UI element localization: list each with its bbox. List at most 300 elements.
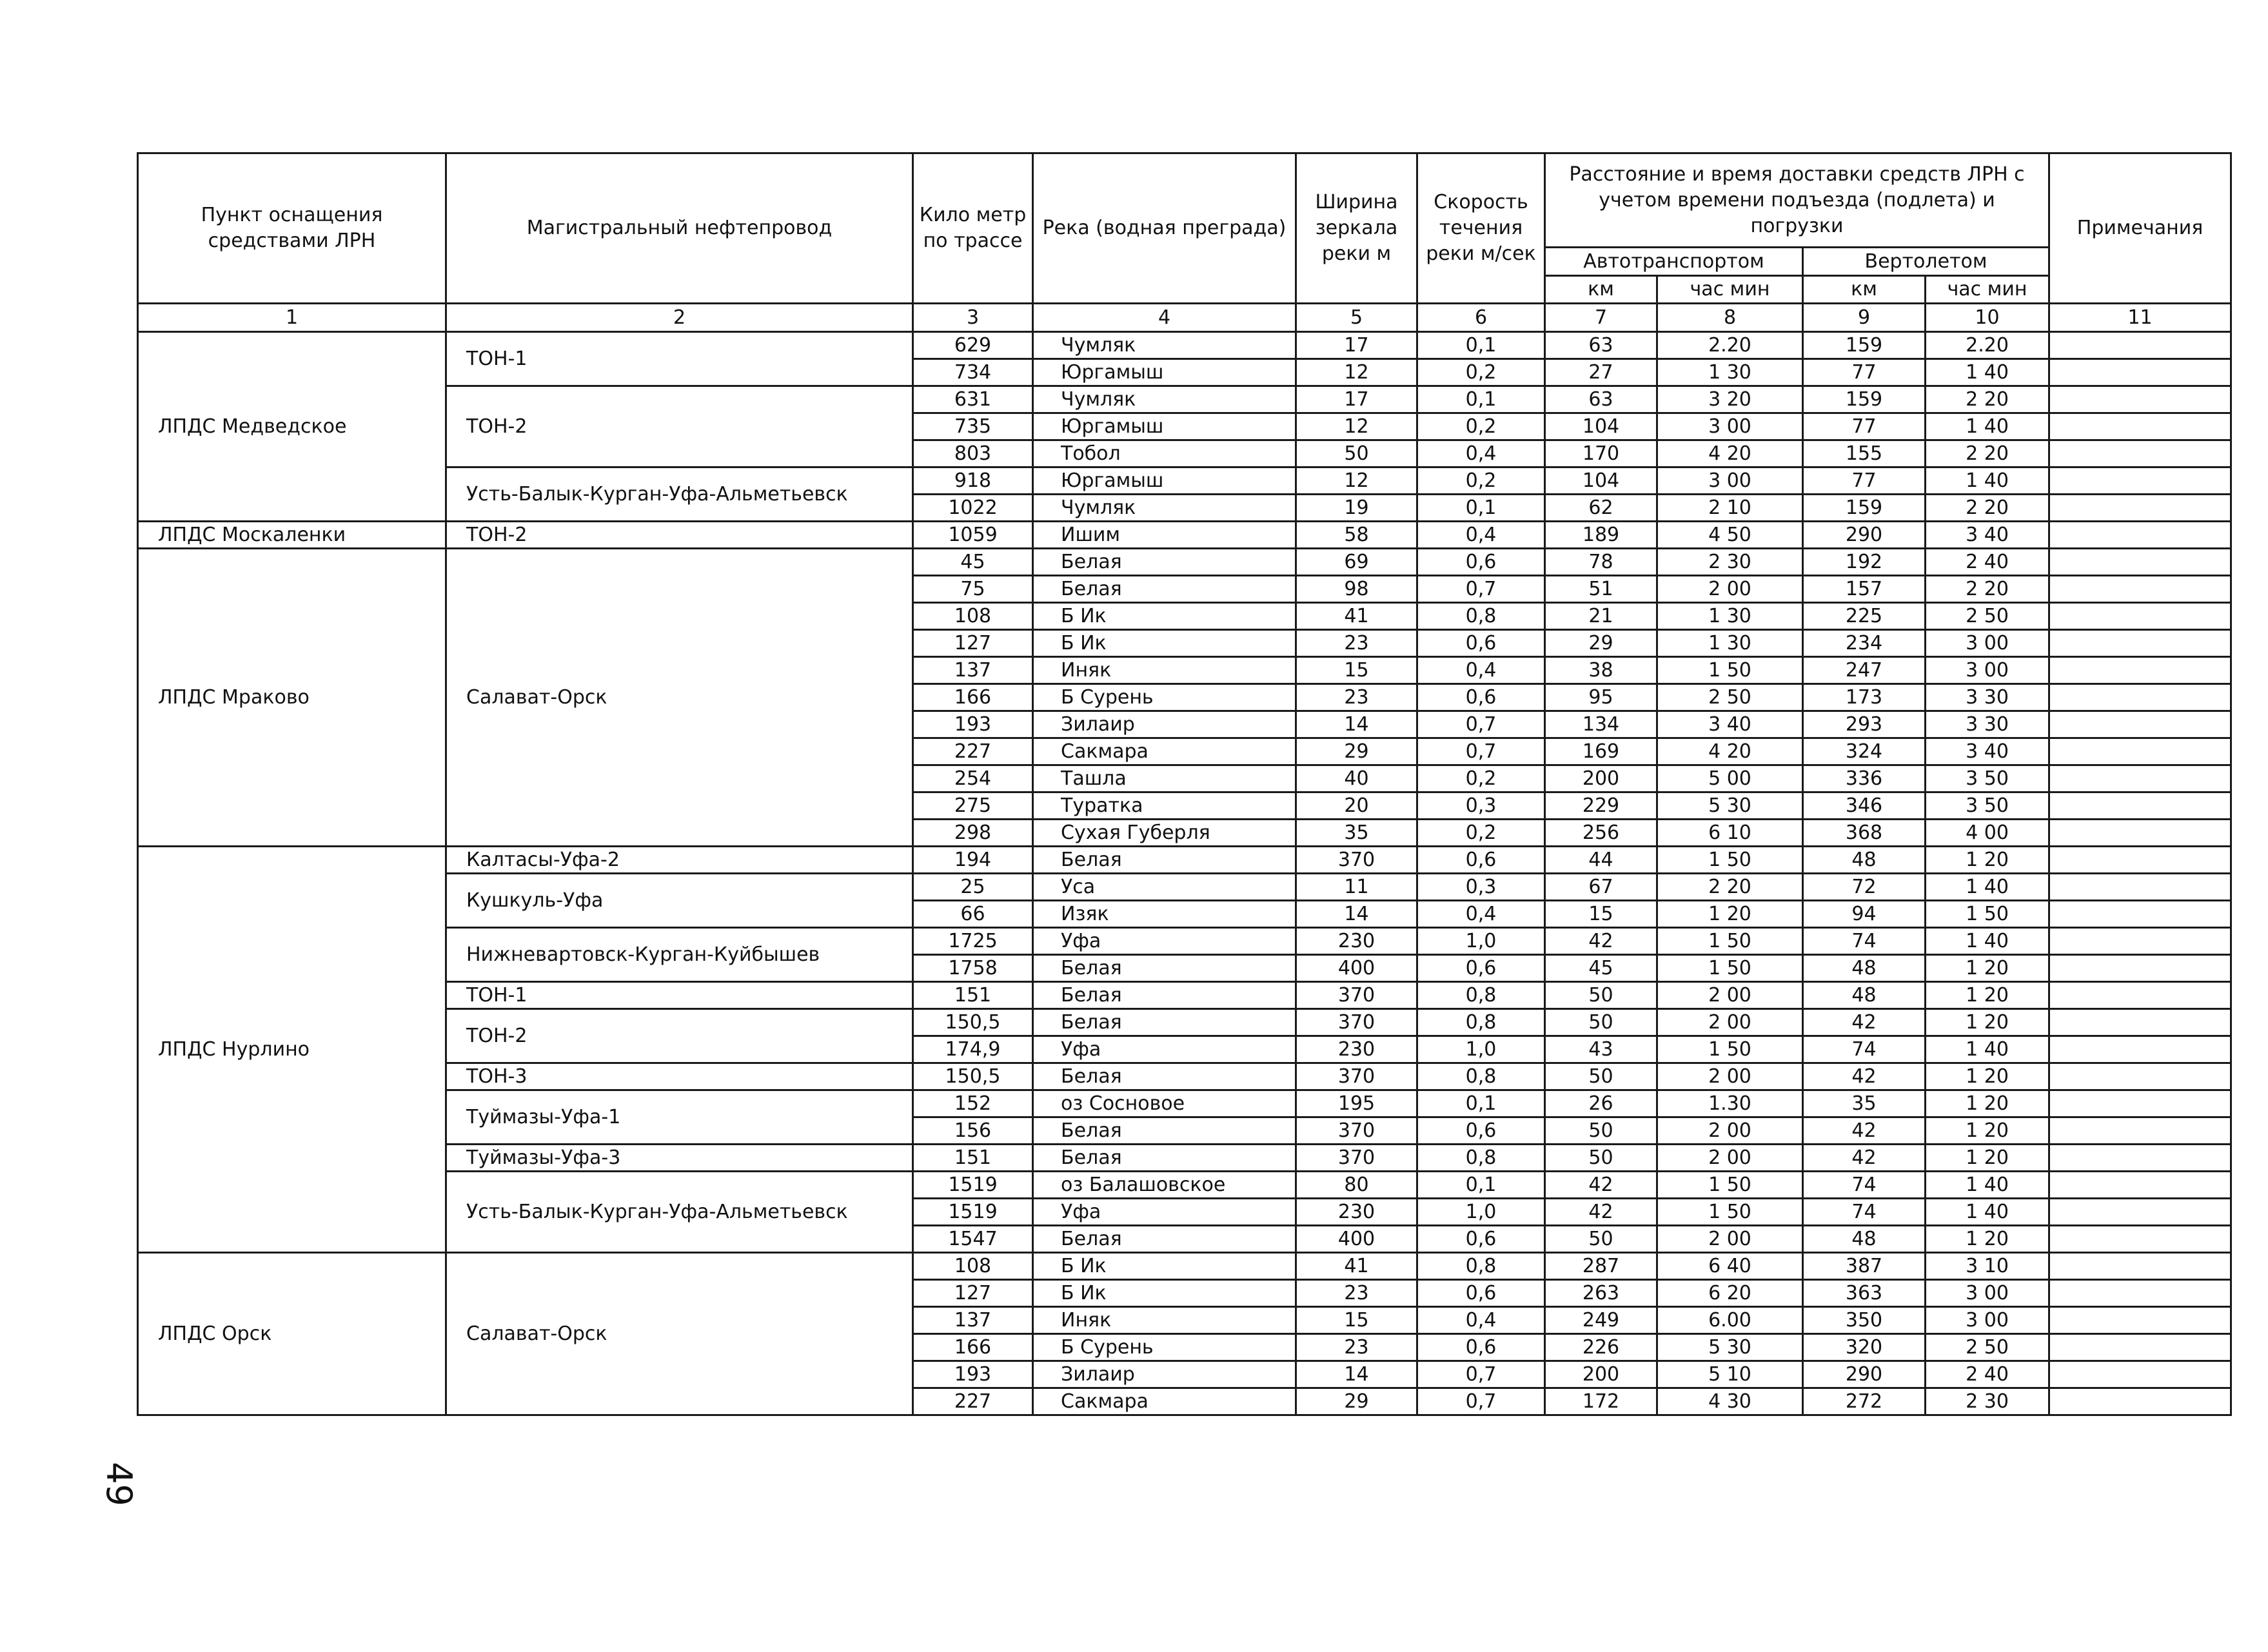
- cell-speed: 0,6: [1417, 684, 1545, 711]
- cell-pipeline: Салават-Орск: [446, 549, 913, 847]
- cell-auto-time: 2 00: [1657, 576, 1803, 603]
- table-body: [138, 332, 2231, 1415]
- cell-speed: 1,0: [1417, 928, 1545, 955]
- cell-river: Сакмара: [1033, 1388, 1296, 1415]
- cell-notes: [2049, 359, 2231, 386]
- cell-heli-km: 48: [1803, 982, 1926, 1009]
- cell-river: Уса: [1033, 874, 1296, 901]
- cell-notes: [2049, 928, 2231, 955]
- column-number: 6: [1417, 304, 1545, 332]
- cell-notes: [2049, 413, 2231, 440]
- cell-auto-time: 2 20: [1657, 874, 1803, 901]
- table-row: [138, 549, 2231, 576]
- cell-speed: 0,1: [1417, 1090, 1545, 1117]
- cell-heli-time: 1 20: [1926, 847, 2049, 874]
- cell-notes: [2049, 1117, 2231, 1145]
- cell-speed: 0,1: [1417, 495, 1545, 522]
- cell-speed: 0,7: [1417, 576, 1545, 603]
- cell-auto-time: 2 00: [1657, 1117, 1803, 1145]
- column-number: 4: [1033, 304, 1296, 332]
- cell-heli-time: 1 40: [1926, 1036, 2049, 1063]
- cell-heli-km: 42: [1803, 1117, 1926, 1145]
- cell-notes: [2049, 847, 2231, 874]
- cell-auto-km: 78: [1545, 549, 1657, 576]
- cell-auto-time: 1.30: [1657, 1090, 1803, 1117]
- cell-river: Чумляк: [1033, 495, 1296, 522]
- cell-pipeline: Кушкуль-Уфа: [446, 874, 913, 928]
- cell-heli-time: 1 40: [1926, 1172, 2049, 1199]
- cell-auto-km: 38: [1545, 657, 1657, 684]
- cell-auto-km: 249: [1545, 1307, 1657, 1334]
- cell-heli-km: 77: [1803, 467, 1926, 495]
- cell-heli-time: 3 00: [1926, 630, 2049, 657]
- cell-notes: [2049, 874, 2231, 901]
- cell-notes: [2049, 1280, 2231, 1307]
- cell-width: 15: [1296, 657, 1417, 684]
- cell-auto-km: 42: [1545, 1199, 1657, 1226]
- cell-auto-time: 2 50: [1657, 684, 1803, 711]
- cell-notes: [2049, 495, 2231, 522]
- cell-kilometer: 227: [913, 738, 1033, 765]
- cell-speed: 1,0: [1417, 1036, 1545, 1063]
- cell-heli-time: 3 00: [1926, 1307, 2049, 1334]
- column-number: 3: [913, 304, 1033, 332]
- cell-kilometer: 227: [913, 1388, 1033, 1415]
- cell-river: Белая: [1033, 1145, 1296, 1172]
- cell-auto-km: 104: [1545, 413, 1657, 440]
- cell-width: 29: [1296, 738, 1417, 765]
- cell-width: 370: [1296, 1063, 1417, 1090]
- cell-auto-time: 2 00: [1657, 982, 1803, 1009]
- cell-river: Зилаир: [1033, 711, 1296, 738]
- cell-heli-time: 3 50: [1926, 792, 2049, 820]
- cell-heli-time: 4 00: [1926, 820, 2049, 847]
- cell-notes: [2049, 522, 2231, 549]
- cell-width: 12: [1296, 413, 1417, 440]
- cell-width: 80: [1296, 1172, 1417, 1199]
- cell-heli-time: 2 50: [1926, 1334, 2049, 1361]
- column-number: 7: [1545, 304, 1657, 332]
- header-heli-km: км: [1803, 276, 1926, 304]
- cell-kilometer: 1059: [913, 522, 1033, 549]
- cell-auto-km: 134: [1545, 711, 1657, 738]
- cell-kilometer: 137: [913, 657, 1033, 684]
- cell-heli-time: 2 20: [1926, 495, 2049, 522]
- cell-kilometer: 156: [913, 1117, 1033, 1145]
- cell-notes: [2049, 603, 2231, 630]
- cell-width: 370: [1296, 847, 1417, 874]
- cell-width: 29: [1296, 1388, 1417, 1415]
- cell-river: Белая: [1033, 982, 1296, 1009]
- cell-heli-km: 74: [1803, 1199, 1926, 1226]
- cell-river: Туратка: [1033, 792, 1296, 820]
- cell-heli-time: 1 20: [1926, 1117, 2049, 1145]
- cell-river: Белая: [1033, 1117, 1296, 1145]
- column-number: 2: [446, 304, 913, 332]
- cell-kilometer: 174,9: [913, 1036, 1033, 1063]
- cell-kilometer: 127: [913, 630, 1033, 657]
- cell-speed: 0,4: [1417, 901, 1545, 928]
- cell-kilometer: 1022: [913, 495, 1033, 522]
- cell-width: 19: [1296, 495, 1417, 522]
- table-row: [138, 332, 2231, 359]
- cell-auto-km: 200: [1545, 1361, 1657, 1388]
- cell-auto-km: 287: [1545, 1253, 1657, 1280]
- cell-heli-km: 336: [1803, 765, 1926, 792]
- cell-auto-time: 1 50: [1657, 1172, 1803, 1199]
- cell-auto-km: 50: [1545, 1145, 1657, 1172]
- cell-auto-km: 50: [1545, 1009, 1657, 1036]
- cell-speed: 0,6: [1417, 630, 1545, 657]
- cell-pipeline: ТОН-2: [446, 522, 913, 549]
- cell-river: Иняк: [1033, 657, 1296, 684]
- cell-heli-km: 192: [1803, 549, 1926, 576]
- cell-auto-km: 67: [1545, 874, 1657, 901]
- cell-station: ЛПДС Мраково: [138, 549, 446, 847]
- cell-river: Сухая Губерля: [1033, 820, 1296, 847]
- cell-auto-time: 1 20: [1657, 901, 1803, 928]
- cell-speed: 0,8: [1417, 1253, 1545, 1280]
- cell-width: 12: [1296, 359, 1417, 386]
- cell-width: 400: [1296, 955, 1417, 982]
- header-heli-time: час мин: [1926, 276, 2049, 304]
- cell-notes: [2049, 657, 2231, 684]
- cell-heli-km: 324: [1803, 738, 1926, 765]
- cell-heli-km: 159: [1803, 386, 1926, 413]
- cell-width: 230: [1296, 1199, 1417, 1226]
- cell-notes: [2049, 440, 2231, 467]
- cell-notes: [2049, 467, 2231, 495]
- cell-auto-time: 2 00: [1657, 1226, 1803, 1253]
- cell-width: 20: [1296, 792, 1417, 820]
- cell-heli-time: 1 40: [1926, 359, 2049, 386]
- cell-station: ЛПДС Медведское: [138, 332, 446, 522]
- cell-heli-time: 1 20: [1926, 982, 2049, 1009]
- column-number: 11: [2049, 304, 2231, 332]
- header-station: Пункт оснащения средствами ЛРН: [138, 153, 446, 304]
- cell-heli-km: 234: [1803, 630, 1926, 657]
- cell-auto-time: 5 30: [1657, 792, 1803, 820]
- cell-speed: 0,7: [1417, 1388, 1545, 1415]
- cell-kilometer: 137: [913, 1307, 1033, 1334]
- cell-auto-km: 50: [1545, 1226, 1657, 1253]
- cell-auto-time: 2 00: [1657, 1063, 1803, 1090]
- cell-kilometer: 631: [913, 386, 1033, 413]
- cell-heli-time: 2 50: [1926, 603, 2049, 630]
- cell-speed: 0,8: [1417, 1063, 1545, 1090]
- cell-width: 58: [1296, 522, 1417, 549]
- cell-heli-km: 290: [1803, 1361, 1926, 1388]
- cell-speed: 0,3: [1417, 792, 1545, 820]
- cell-auto-time: 3 00: [1657, 467, 1803, 495]
- cell-notes: [2049, 1388, 2231, 1415]
- cell-river: Б Сурень: [1033, 1334, 1296, 1361]
- cell-auto-km: 27: [1545, 359, 1657, 386]
- cell-auto-time: 5 00: [1657, 765, 1803, 792]
- cell-width: 370: [1296, 982, 1417, 1009]
- cell-heli-km: 363: [1803, 1280, 1926, 1307]
- cell-auto-time: 4 30: [1657, 1388, 1803, 1415]
- table-row: [138, 1253, 2231, 1280]
- header-speed: Скорость течения реки м/сек: [1417, 153, 1545, 304]
- cell-notes: [2049, 1172, 2231, 1199]
- cell-heli-km: 74: [1803, 1172, 1926, 1199]
- header-notes: Примечания: [2049, 153, 2231, 304]
- cell-river: Уфа: [1033, 1199, 1296, 1226]
- cell-speed: 0,2: [1417, 820, 1545, 847]
- cell-width: 69: [1296, 549, 1417, 576]
- cell-kilometer: 108: [913, 1253, 1033, 1280]
- cell-auto-km: 63: [1545, 332, 1657, 359]
- page-number: 49: [98, 1462, 139, 1506]
- cell-river: Уфа: [1033, 1036, 1296, 1063]
- table-row: [138, 386, 2231, 413]
- cell-auto-km: 63: [1545, 386, 1657, 413]
- cell-river: Белая: [1033, 955, 1296, 982]
- cell-heli-km: 272: [1803, 1388, 1926, 1415]
- cell-river: Юргамыш: [1033, 413, 1296, 440]
- cell-river: Б Ик: [1033, 603, 1296, 630]
- cell-river: Сакмара: [1033, 738, 1296, 765]
- cell-auto-km: 172: [1545, 1388, 1657, 1415]
- cell-pipeline: Салават-Орск: [446, 1253, 913, 1415]
- cell-notes: [2049, 1063, 2231, 1090]
- table-row: [138, 1090, 2231, 1117]
- cell-heli-time: 3 00: [1926, 657, 2049, 684]
- cell-pipeline: Калтасы-Уфа-2: [446, 847, 913, 874]
- cell-river: Иняк: [1033, 1307, 1296, 1334]
- cell-notes: [2049, 1361, 2231, 1388]
- cell-auto-km: 95: [1545, 684, 1657, 711]
- cell-auto-km: 50: [1545, 982, 1657, 1009]
- cell-kilometer: 275: [913, 792, 1033, 820]
- header-auto-km: км: [1545, 276, 1657, 304]
- cell-auto-time: 1 30: [1657, 359, 1803, 386]
- cell-kilometer: 194: [913, 847, 1033, 874]
- cell-heli-time: 1 50: [1926, 901, 2049, 928]
- cell-heli-km: 74: [1803, 1036, 1926, 1063]
- cell-auto-time: 2.20: [1657, 332, 1803, 359]
- cell-auto-time: 6 20: [1657, 1280, 1803, 1307]
- cell-auto-km: 62: [1545, 495, 1657, 522]
- cell-heli-time: 2 40: [1926, 1361, 2049, 1388]
- cell-heli-time: 3 50: [1926, 765, 2049, 792]
- cell-width: 370: [1296, 1009, 1417, 1036]
- table-row: [138, 847, 2231, 874]
- cell-river: Белая: [1033, 847, 1296, 874]
- cell-auto-km: 263: [1545, 1280, 1657, 1307]
- cell-speed: 0,1: [1417, 1172, 1545, 1199]
- header-river: Река (водная преграда): [1033, 153, 1296, 304]
- cell-river: Б Ик: [1033, 1253, 1296, 1280]
- cell-width: 41: [1296, 1253, 1417, 1280]
- cell-heli-km: 293: [1803, 711, 1926, 738]
- cell-heli-km: 290: [1803, 522, 1926, 549]
- cell-river: Чумляк: [1033, 386, 1296, 413]
- cell-auto-time: 3 40: [1657, 711, 1803, 738]
- cell-river: Изяк: [1033, 901, 1296, 928]
- cell-auto-time: 3 20: [1657, 386, 1803, 413]
- cell-width: 195: [1296, 1090, 1417, 1117]
- cell-width: 15: [1296, 1307, 1417, 1334]
- cell-speed: 0,6: [1417, 1117, 1545, 1145]
- cell-heli-km: 368: [1803, 820, 1926, 847]
- cell-heli-time: 1 40: [1926, 928, 2049, 955]
- cell-auto-km: 104: [1545, 467, 1657, 495]
- cell-kilometer: 166: [913, 1334, 1033, 1361]
- cell-speed: 0,4: [1417, 440, 1545, 467]
- cell-auto-time: 1 30: [1657, 603, 1803, 630]
- cell-speed: 0,6: [1417, 955, 1545, 982]
- cell-width: 50: [1296, 440, 1417, 467]
- cell-heli-km: 346: [1803, 792, 1926, 820]
- cell-river: Тобол: [1033, 440, 1296, 467]
- cell-heli-km: 42: [1803, 1009, 1926, 1036]
- cell-auto-km: 21: [1545, 603, 1657, 630]
- cell-kilometer: 45: [913, 549, 1033, 576]
- cell-auto-time: 5 10: [1657, 1361, 1803, 1388]
- cell-heli-km: 42: [1803, 1063, 1926, 1090]
- cell-station: ЛПДС Нурлино: [138, 847, 446, 1253]
- cell-river: Уфа: [1033, 928, 1296, 955]
- cell-pipeline: Усть-Балык-Курган-Уфа-Альметьевск: [446, 467, 913, 522]
- cell-speed: 0,3: [1417, 874, 1545, 901]
- cell-notes: [2049, 1145, 2231, 1172]
- cell-notes: [2049, 1036, 2231, 1063]
- cell-auto-km: 170: [1545, 440, 1657, 467]
- cell-notes: [2049, 982, 2231, 1009]
- cell-width: 23: [1296, 630, 1417, 657]
- table-row: [138, 1063, 2231, 1090]
- cell-heli-km: 48: [1803, 955, 1926, 982]
- cell-speed: 0,8: [1417, 982, 1545, 1009]
- cell-river: Б Ик: [1033, 630, 1296, 657]
- cell-heli-time: 2.20: [1926, 332, 2049, 359]
- cell-speed: 0,6: [1417, 1280, 1545, 1307]
- cell-speed: 0,8: [1417, 1145, 1545, 1172]
- cell-auto-time: 1 50: [1657, 1199, 1803, 1226]
- cell-kilometer: 75: [913, 576, 1033, 603]
- cell-notes: [2049, 630, 2231, 657]
- cell-kilometer: 151: [913, 1145, 1033, 1172]
- cell-kilometer: 1725: [913, 928, 1033, 955]
- cell-kilometer: 152: [913, 1090, 1033, 1117]
- cell-river: Белая: [1033, 576, 1296, 603]
- cell-pipeline: ТОН-3: [446, 1063, 913, 1090]
- cell-width: 14: [1296, 1361, 1417, 1388]
- cell-notes: [2049, 1334, 2231, 1361]
- cell-notes: [2049, 1090, 2231, 1117]
- cell-auto-km: 42: [1545, 1172, 1657, 1199]
- cell-heli-km: 72: [1803, 874, 1926, 901]
- cell-auto-km: 50: [1545, 1117, 1657, 1145]
- cell-pipeline: ТОН-1: [446, 982, 913, 1009]
- header-kilometer: Кило метр по трассе: [913, 153, 1033, 304]
- column-number: 1: [138, 304, 446, 332]
- cell-kilometer: 108: [913, 603, 1033, 630]
- cell-notes: [2049, 684, 2231, 711]
- cell-width: 14: [1296, 711, 1417, 738]
- cell-auto-km: 226: [1545, 1334, 1657, 1361]
- cell-auto-time: 4 50: [1657, 522, 1803, 549]
- cell-width: 41: [1296, 603, 1417, 630]
- cell-river: Белая: [1033, 1009, 1296, 1036]
- cell-speed: 0,4: [1417, 657, 1545, 684]
- cell-heli-time: 3 10: [1926, 1253, 2049, 1280]
- header-heli: Вертолетом: [1803, 248, 2049, 276]
- cell-kilometer: 1547: [913, 1226, 1033, 1253]
- cell-heli-time: 1 20: [1926, 1226, 2049, 1253]
- cell-speed: 0,7: [1417, 738, 1545, 765]
- cell-width: 14: [1296, 901, 1417, 928]
- cell-width: 400: [1296, 1226, 1417, 1253]
- table-row: [138, 1145, 2231, 1172]
- cell-kilometer: 66: [913, 901, 1033, 928]
- table-row: [138, 1172, 2231, 1199]
- cell-speed: 0,6: [1417, 847, 1545, 874]
- cell-width: 370: [1296, 1117, 1417, 1145]
- cell-heli-time: 2 20: [1926, 386, 2049, 413]
- cell-notes: [2049, 386, 2231, 413]
- table-row: [138, 1009, 2231, 1036]
- cell-kilometer: 803: [913, 440, 1033, 467]
- cell-notes: [2049, 576, 2231, 603]
- cell-river: Ташла: [1033, 765, 1296, 792]
- cell-river: оз Балашовское: [1033, 1172, 1296, 1199]
- cell-auto-time: 1 30: [1657, 630, 1803, 657]
- cell-auto-km: 15: [1545, 901, 1657, 928]
- cell-river: Юргамыш: [1033, 467, 1296, 495]
- cell-speed: 0,2: [1417, 359, 1545, 386]
- cell-auto-time: 4 20: [1657, 738, 1803, 765]
- cell-heli-time: 3 30: [1926, 684, 2049, 711]
- cell-heli-time: 2 20: [1926, 440, 2049, 467]
- column-number: 8: [1657, 304, 1803, 332]
- cell-kilometer: 735: [913, 413, 1033, 440]
- cell-kilometer: 629: [913, 332, 1033, 359]
- cell-kilometer: 734: [913, 359, 1033, 386]
- cell-auto-km: 45: [1545, 955, 1657, 982]
- cell-river: Б Ик: [1033, 1280, 1296, 1307]
- cell-auto-time: 2 10: [1657, 495, 1803, 522]
- cell-heli-km: 173: [1803, 684, 1926, 711]
- cell-heli-km: 247: [1803, 657, 1926, 684]
- cell-notes: [2049, 820, 2231, 847]
- cell-speed: 0,8: [1417, 1009, 1545, 1036]
- cell-heli-km: 48: [1803, 847, 1926, 874]
- cell-width: 17: [1296, 332, 1417, 359]
- table-row: [138, 522, 2231, 549]
- cell-auto-time: 2 30: [1657, 549, 1803, 576]
- cell-heli-km: 159: [1803, 495, 1926, 522]
- cell-river: Белая: [1033, 1063, 1296, 1090]
- cell-heli-time: 1 20: [1926, 955, 2049, 982]
- cell-river: Белая: [1033, 549, 1296, 576]
- cell-heli-time: 2 30: [1926, 1388, 2049, 1415]
- cell-pipeline: Туймазы-Уфа-3: [446, 1145, 913, 1172]
- cell-heli-km: 35: [1803, 1090, 1926, 1117]
- cell-kilometer: 254: [913, 765, 1033, 792]
- cell-heli-km: 350: [1803, 1307, 1926, 1334]
- cell-heli-km: 155: [1803, 440, 1926, 467]
- cell-heli-time: 1 40: [1926, 1199, 2049, 1226]
- cell-auto-time: 2 00: [1657, 1009, 1803, 1036]
- cell-kilometer: 918: [913, 467, 1033, 495]
- cell-heli-time: 3 00: [1926, 1280, 2049, 1307]
- cell-pipeline: ТОН-2: [446, 386, 913, 467]
- cell-speed: 0,2: [1417, 765, 1545, 792]
- cell-width: 11: [1296, 874, 1417, 901]
